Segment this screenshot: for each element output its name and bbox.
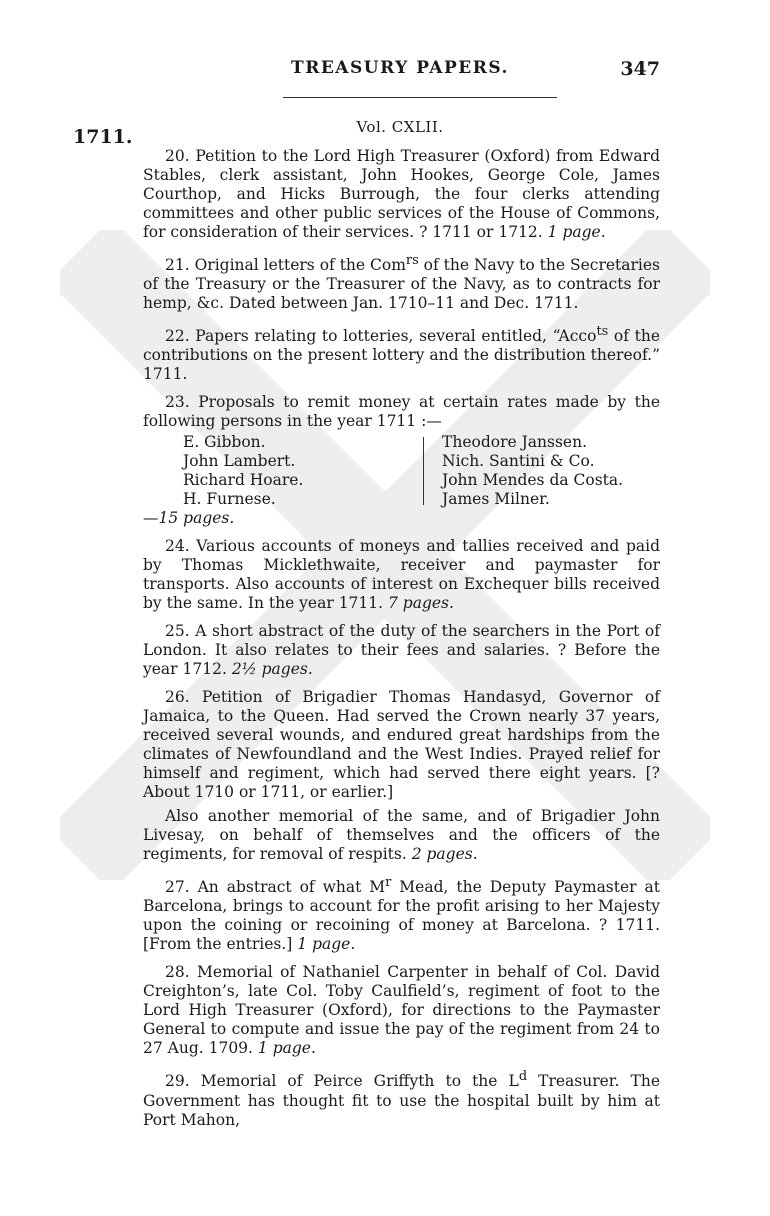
persons-list-right [424, 433, 623, 509]
entry-21: 21. Original letters of the Com$^{rs}$ of the Navy to the Secretaries of the Treasury or the Treasurer of the Navy, as to contracts for hemp, &c. Dated between Jan. 1710–11 and Dec. 1711. [143, 253, 661, 313]
page-header [140, 58, 660, 88]
list-item: Richard Hoare. [183, 471, 304, 490]
entry-29: 29. Memorial of Peirce Griffyth to the $L^d$ Treasurer. The Government has thought fit to use the hospital built by him at Port Mahon, [143, 1069, 660, 1129]
page-count: 7 pages. [388, 594, 454, 613]
entry-26: 26. Petition of Brigadier Thomas Handasyd, Governor of Jamaica, to the Queen. Had served the Crown nearly 37 years, received several wounds, and endured great hardships from the climates of Newfoundland and the West Indies. Prayed relief for himself and regiment, which had served there eight years. [? About 1710 or 1711, or earlier.] [143, 688, 660, 802]
list-item: James Milner. [442, 490, 550, 509]
entry-24: 24. Various accounts of moneys and tallies received and paid by Thomas Micklethwaite, receiver and paymaster for transports. Also accounts of interest on Exchequer bills received by the same. In the year 1711. 7 pages. [143, 537, 660, 613]
page-count: 1 page. [297, 935, 356, 954]
page-number: 347 [620, 58, 660, 80]
list-item: John Mendes da Costa. [442, 471, 624, 490]
document-body [143, 147, 660, 1139]
header-rule [283, 97, 557, 98]
list-item: John Lambert. [183, 452, 296, 471]
entry-22: 22. Papers relating to lotteries, several entitled, “Acco$^{ts}$ of the contributions on the present lottery and the distribution thereof.” 1711. [143, 324, 661, 384]
entry-20: 20. Petition to the Lord High Treasurer (Oxford) from Edward Stables, clerk assistant, John Hookes, George Cole, James Courthop, and Hicks Burrough, the four clerks attending committees and other public services of the House of Commons, for consideration of their services. ? 1711 or 1712. 1 page. [143, 147, 660, 241]
entry-26-continuation: Also another memorial of the same, and of Brigadier John Livesay, on behalf of themselves and the officers of the regiments, for removal of respits. 2 pages. [143, 807, 660, 864]
page-count: 2½ pages. [231, 660, 313, 679]
list-item: E. Gibbon. [183, 433, 266, 452]
page-count: 2 pages. [411, 845, 478, 864]
running-title: TREASURY PAPERS. [291, 58, 509, 78]
entry-25: 25. A short abstract of the duty of the searchers in the Port of London. It also relates to their fees and salaries. ? Before the year 1712. 2½ pages. [143, 622, 660, 679]
list-item: H. Furnese. [183, 490, 276, 509]
persons-list-left [143, 433, 423, 509]
page-count: —15 pages. [143, 509, 235, 528]
margin-year: 1711. [73, 126, 133, 148]
entry-28: 28. Memorial of Nathaniel Carpenter in behalf of Col. David Creighton’s, late Col. Toby Caulfield’s, regiment of foot to the Lord High Treasurer (Oxford), for directions to the Paymaster General to compute and issue the pay of the regiment from 24 to 27 Aug. 1709. 1 page. [143, 963, 660, 1058]
persons-list [143, 433, 660, 509]
list-item: Theodore Janssen. [442, 433, 588, 452]
page-count: 1 page. [257, 1039, 316, 1058]
volume-heading: Vol. CXLII. [356, 118, 444, 136]
list-item: Nich. Santini & Co. [442, 452, 595, 471]
page-count: 1 page. [547, 223, 606, 241]
entry-27: 27. An abstract of what $M^r$ Mead, the Deputy Paymaster at Barcelona, brings to account for the profit arising to her Majesty upon the coining or recoining of money at Barcelona. ? 1711. [From the entries.] 1 page. [143, 875, 660, 954]
entry-23: 23. Proposals to remit money at certain rates made by the following persons in the year 1711 :— E. Gibbon. John Lambert. Richard Hoare. H. Furnese. Theodore Janssen. Nich. Santini & Co. John Mendes da Costa. James Milner. —15 pages. [143, 393, 660, 528]
